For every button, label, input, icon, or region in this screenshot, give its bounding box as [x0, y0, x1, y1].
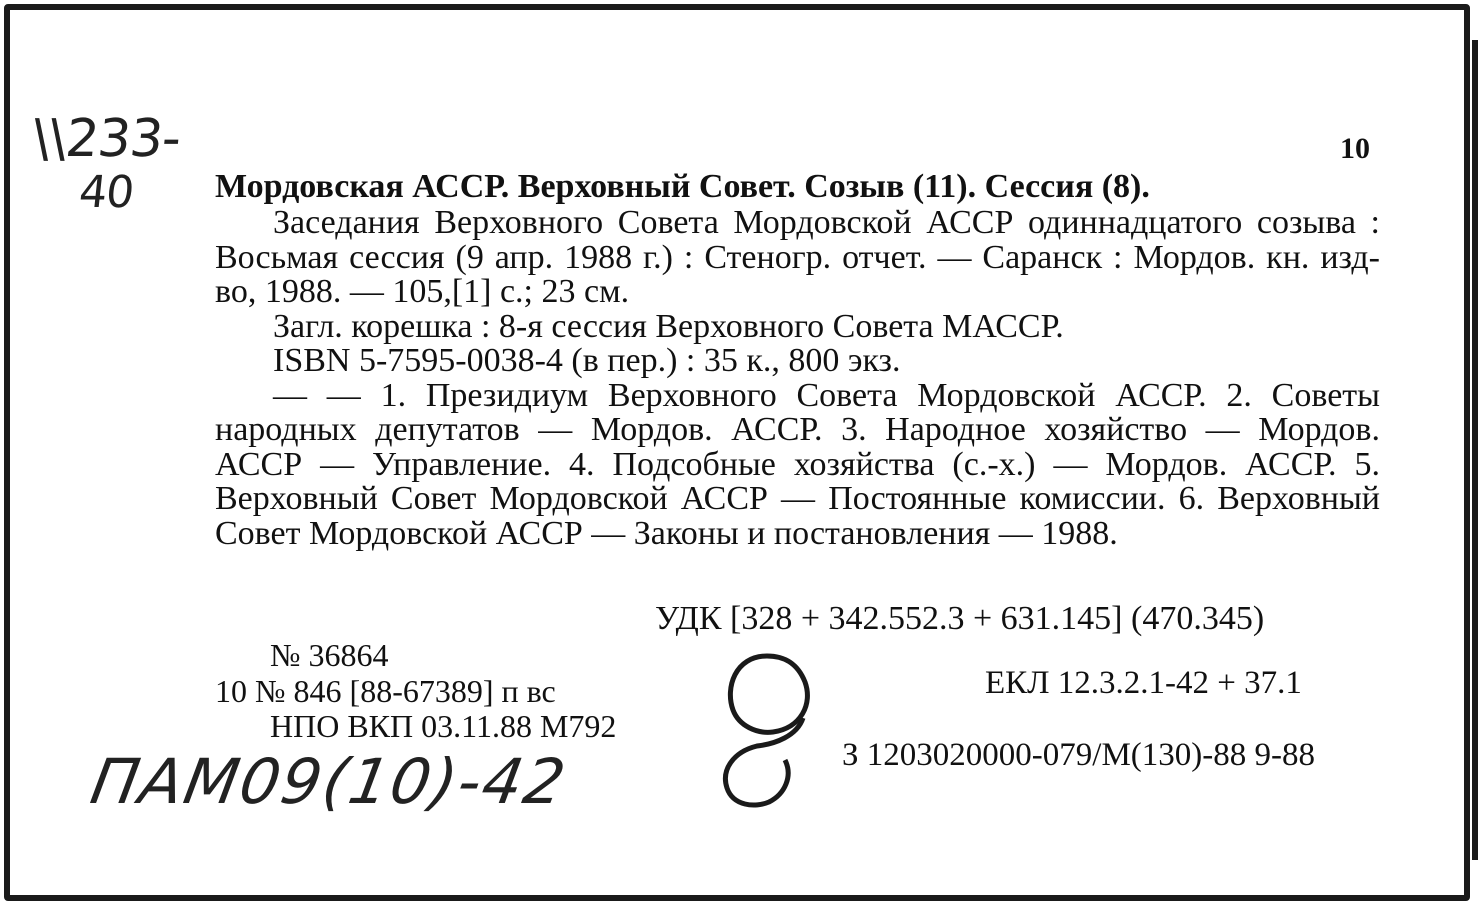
card-edge-shadow	[1472, 40, 1478, 860]
subject-headings: — — 1. Президиум Верховного Совета Мордовской АССР. 2. Советы народных депутатов — Мордов. АССР. 3. Народное хозяйство — Мордов. АССР — Управление. 4. Подсобные хозяйства (с.-х.) — Мордов. АССР. 5. Верховный Совет Мордовской АССР — Постоянные комиссии. 6. Верховный Совет Мордовской АССР — Законы и постановления — 1988.	[215, 376, 1380, 552]
card-body	[215, 206, 1380, 551]
handwritten-inventory-code: ПАМ09(10)-42	[85, 745, 573, 818]
spine-title: Загл. корешка : 8-я сессия Верховного Совета МАССР.	[273, 307, 1064, 345]
handwritten-shelf-code-line2: 40	[76, 167, 136, 218]
handwritten-shelf-code	[24, 109, 184, 220]
publication-code: З 1203020000-079/М(130)-88 9-88	[842, 737, 1315, 773]
eight-upper-loop	[730, 656, 807, 732]
handwritten-shelf-code-line1: \\233-	[29, 109, 184, 169]
udk-classification: УДК [328 + 342.552.3 + 631.145] (470.345)	[655, 600, 1265, 637]
registration-number: № 36864	[270, 637, 389, 673]
card-number: 10	[1340, 132, 1370, 165]
title-description: Заседания Верховного Совета Мордовской АССР одиннадцатого созыва : Восьмая сессия (9 апр. 1988 г.) : Стеногр. отчет. — Саранск : Мордов. кн. изд-во, 1988. — 105,[1] с.; 23 см.	[215, 204, 1380, 310]
order-line: 10 № 846 [88-67389] п вс	[215, 673, 556, 709]
card-heading: Мордовская АССР. Верховный Совет. Созыв (11). Сессия (8).	[215, 168, 1150, 205]
isbn-line: ISBN 5-7595-0038-4 (в пер.) : 35 к., 800 экз.	[273, 342, 901, 379]
ekl-classification: ЕКЛ 12.3.2.1-42 + 37.1	[985, 665, 1302, 701]
npo-line: НПО ВКП 03.11.88 М792	[270, 708, 617, 744]
handwritten-eight-mark	[705, 648, 825, 818]
